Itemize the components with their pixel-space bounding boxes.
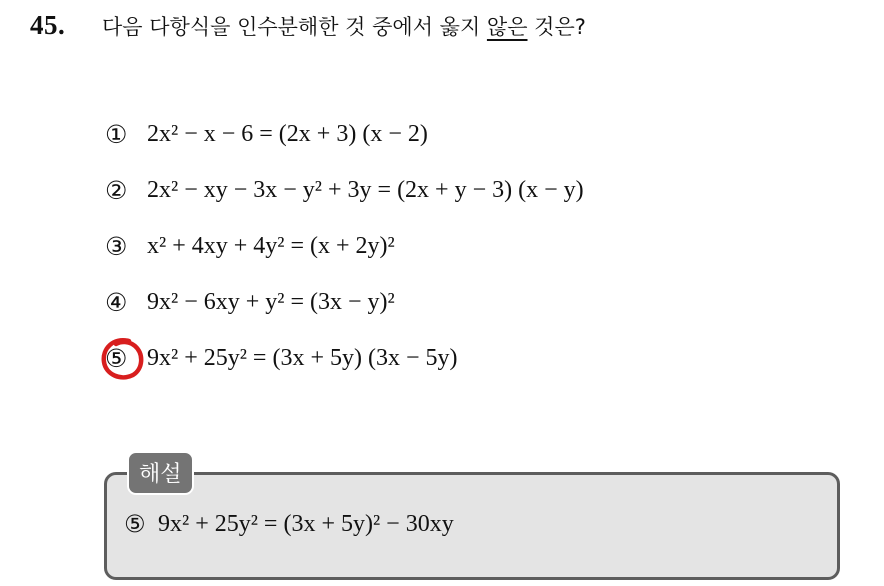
question-text-after: 것은? — [527, 15, 586, 39]
question-number: 45. — [30, 10, 66, 40]
choice-formula: 9x² + 25y² = (3x + 5y) (3x − 5y) — [147, 344, 458, 371]
choice-1[interactable] — [105, 106, 584, 162]
question-header — [30, 10, 586, 41]
explanation-tab: 해설 — [127, 451, 194, 495]
choice-formula: 2x² − x − 6 = (2x + 3) (x − 2) — [147, 120, 428, 147]
choice-4[interactable] — [105, 274, 584, 330]
question-text — [102, 11, 586, 41]
choice-number: ② — [105, 175, 128, 205]
choice-formula: x² + 4xy + 4y² = (x + 2y)² — [147, 232, 395, 259]
question-text-underlined: 않은 — [486, 15, 528, 39]
answer-circle-mark — [99, 335, 147, 383]
explanation-line — [124, 510, 454, 538]
explanation-number: ⑤ — [124, 510, 146, 538]
choice-list — [105, 106, 584, 386]
choice-formula: 9x² − 6xy + y² = (3x − y)² — [147, 288, 395, 315]
question-text-before: 다음 다항식을 인수분해한 것 중에서 옳지 — [102, 15, 487, 39]
choice-number: ③ — [105, 231, 128, 261]
choice-number: ① — [105, 119, 128, 149]
explanation-formula: 9x² + 25y² = (3x + 5y)² − 30xy — [158, 510, 454, 537]
choice-number: ④ — [105, 287, 128, 317]
choice-3[interactable] — [105, 218, 584, 274]
choice-number: ⑤ — [105, 343, 128, 373]
choice-5[interactable] — [105, 330, 584, 386]
choice-formula: 2x² − xy − 3x − y² + 3y = (2x + y − 3) (x − y) — [147, 176, 584, 203]
choice-2[interactable] — [105, 162, 584, 218]
